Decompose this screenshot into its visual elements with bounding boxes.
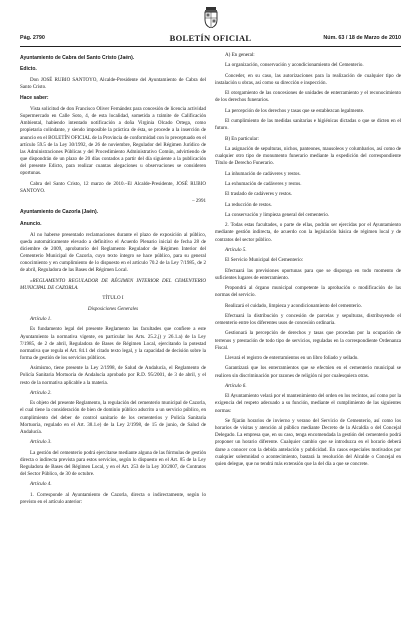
paragraph: La inhumación de cadáveres y restos. [225, 170, 301, 177]
title-subheading: Disposiciones Generales [87, 305, 139, 312]
right-column [215, 52, 401, 471]
page-header [20, 33, 401, 45]
paragraph: El otorgamiento de las concesiones de unidades de enterramiento y el reconocimiento de los derechos funerarios. [215, 90, 401, 104]
paragraph: Llevará el registro de enterramientos en un libro foliado y sellado. [225, 355, 359, 362]
paragraph: Asimismo, tiene presente la Ley 2/1998, de Salud de Andalucía, el Reglamento de Policía Sanitaria Mortuoria de Andalucía aprobado por R.D. 95/2001, de 3 de abril, y el resto de la normativa aplicable a la materia. [20, 365, 206, 386]
article-heading: Artículo 1. [30, 316, 52, 322]
paragraph: Realizará el cuidado, limpieza y acondicionamiento del cementerio. [225, 302, 362, 309]
paragraph: La gestión del cementerio podrá ejercitarse mediante alguna de las fórmulas de gestión directa o indirecta prevista para estos servicios, según lo dispuesto en el Art. 85 de la Ley Reguladora de Bases del Régimen Local, y en el Art. 253 de la Ley 30/2007, de Contratos del Sector Público, de 30 de octubre. [20, 449, 206, 478]
page-number: Pág. 2790 [20, 35, 45, 41]
paragraph: El Servicio Municipal del Cementerio: [225, 257, 304, 264]
paragraph: Don JOSÉ RUBIO SANTOYO, Alcalde-Presidente del Ayuntamiento de Cabra del Santo Cristo. [20, 77, 206, 91]
article-heading: Artículo 5. [225, 246, 247, 253]
paragraph: Se fijarán horarios de invierno y verano del Servicio de Cementerio, así como los horarios de visitas y atención al público mediante Decreto de la Alcaldía o del Concejal Delegado. La empresa que, en su caso, tenga encomendada la gestión del cementerio podrá proponer un horario diferente. Cualquier cambio que se introduzca en el horario deberá darse a conocer con la debida antelación y publicidad. En casos especiales motivados por cualquier solemnidad o acontecimiento, bastará la resolución del Alcalde o Concejal en quien delegue, que no tendrá más extensión que la del día a que se concrete. [215, 417, 401, 467]
reference-number: – 2991 [192, 198, 206, 205]
publication-title: BOLETÍN OFICIAL [169, 33, 252, 43]
paragraph: El Ayuntamiento velará por el mantenimiento del orden en los recintos, así como por la exigencia del respeto adecuado a su función, mediante el cumplimiento de las siguientes normas: [215, 393, 401, 414]
article-heading: Artículo 4. [30, 481, 52, 488]
paragraph: Gestionará la percepción de derechos y tasas que procedan por la ocupación de terrenos y prestación de todo tipo de servicios, reguladas en la correspondiente Ordenanza Fiscal. [215, 330, 401, 351]
paragraph: Garantizará que los enterramientos que se efectúen en el cementerio municipal se realicen sin discriminación por razones de religión ni por cualesquiera otras. [215, 365, 401, 379]
paragraph: Efectuará la distribución y concesión de parcelas y sepulturas, distribuyendo el cementerio entre los diferentes usos de concesión ordinaria. [215, 312, 401, 327]
left-column [20, 52, 206, 509]
paragraph: Al no haberse presentado reclamaciones durante el plazo de exposición al público, queda automáticamente elevado a definitivo el Acuerdo Plenario inicial de fecha 28 de diciembre de 2009, aprobatorio del Reglamento Regulador de Régimen Interior del Cementerio Municipal de Cazorla, cuyo texto íntegro se hace público, para su general conocimiento y en cumplimiento de lo dispuesto en el artículo 70.2 de la Ley 7/1985, de 2 de abril, Reguladora de las Bases del Régimen Local. [20, 231, 206, 274]
paragraph: Conceder, en su caso, las autorizaciones para la realización de cualquier tipo de instalación u obras, así como su dirección e inspección. [215, 72, 401, 86]
paragraph: Propondrá al órgano municipal competente la aprobación o modificación de las normas del servicio. [215, 285, 401, 299]
paragraph: La reducción de restos. [225, 201, 272, 208]
paragraph: El traslado de cadáveres y restos. [225, 191, 292, 198]
entity-heading: Ayuntamiento de Cazorla (Jaén). [20, 209, 99, 216]
paragraph: El cumplimiento de las medidas sanitarias e higiénicas dictadas o que se dicten en el futuro. [215, 118, 401, 132]
paragraph: B) En particular: [225, 135, 259, 142]
paragraph: La conservación y limpieza general del cementerio. [225, 211, 330, 218]
title-heading: TÍTULO I [102, 295, 124, 302]
article-heading: Artículo 6. [225, 382, 247, 389]
article-heading: Artículo 2. [30, 389, 52, 396]
paragraph: Efectuará las previsiones oportunas para que se disponga en todo momento de suficientes lugares de enterramiento. [215, 267, 401, 281]
entity-heading: Ayuntamiento de Cabra del Santo Cristo (Jaén). [20, 55, 135, 61]
paragraph: Es fundamento legal del presente Reglamento las facultades que confiere a este Ayuntamiento la normativa vigente, en particular los Arts. 25.2.j) y 26.1.a) de la Ley 7/1985, de 2 de abril, Reguladora de Bases de Régimen Local, ejercitando la potestad normativa que regula el Art. 84.1 del citado texto legal, y la capacidad de decisión sobre la forma de gestión de los servicios públicos. [20, 326, 206, 361]
paragraph: La percepción de los derechos y tasas que se establezcan legalmente. [225, 107, 365, 114]
section-heading: Hace saber: [20, 94, 49, 101]
signature-paragraph: Cabra del Santo Cristo, 12 marzo de 2010.–El Alcalde-Presidente, JOSÉ RUBIO SANTOYO. [20, 180, 206, 194]
paragraph: La asignación de sepulturas, nichos, panteones, mausoleos y columbarios, así como de cualquier otro tipo de monumento funerario mediante la expedición del correspondiente Título de Derecho Funerario. [215, 145, 401, 167]
coat-of-arms-icon [203, 7, 219, 28]
article-heading: Artículo 3. [30, 439, 52, 446]
header-divider [20, 46, 401, 47]
paragraph: A) En general: [225, 52, 255, 58]
section-heading: Edicto. [20, 66, 37, 73]
paragraph: Es objeto del presente Reglamento, la regulación del cementerio municipal de Cazorla, el cual tiene la consideración de bien de dominio público adscrito a un servicio público, en cumplimiento del deber de control sanitario de los cementerios y Policía Sanitaria Mortuoria, regulado en el Art. 38.1.e) de la Ley 2/1998, de 15 de junio, de Salud de Andalucía. [20, 400, 206, 435]
paragraph: 2. Todas estas facultades, o parte de ellas, podrán ser ejercidas por el Ayuntamiento mediante gestión indirecta, de acuerdo con la legislación básica de régimen local y de contratos del sector público. [215, 222, 401, 243]
paragraph: 1. Corresponde al Ayuntamiento de Cazorla, directa o indirectamente, según lo previsto en el artículo anterior: [20, 491, 206, 505]
paragraph: La organización, conservación y acondicionamiento del Cementerio. [225, 62, 364, 69]
issue-number-date: Núm. 63 / 18 de Marzo de 2010 [323, 35, 401, 41]
paragraph: Vista solicitud de don Francisco Oliver Fernández para concesión de licencia actividad Supermercado en Calle Soto, 4, de esta localidad, sometida a trámite de Calificación Ambiental, habiendo intentado notificación a doña Virginia Olcado Ortega, como propietaria colindante, y siendo imposible la práctica de ésta, se procede a la inserción de anuncio en el BOLETÍN OFICIAL de la Provincia de conformidad con lo preceptuado en el artículo 59.5 de la Ley 30/1992, de 26 de noviembre, Regulador del Régimen Jurídico de las Administraciones Públicas y del Procedimiento Administrativo Común, advirtiendo de que dispondrán de un plazo de 20 días contados a partir del día siguiente a la publicación del presente Edicto, para realizar cuantas alegaciones u observaciones se consideren oportunas. [20, 105, 206, 177]
paragraph: La exhumación de cadáveres y restos. [225, 180, 302, 187]
regulation-title: «REGLAMENTO REGULADOR DE RÉGIMEN INTERIOR DEL CEMENTERIO MUNICIPAL DE CAZORLA. [20, 277, 206, 291]
section-heading: Anuncio. [20, 220, 42, 227]
